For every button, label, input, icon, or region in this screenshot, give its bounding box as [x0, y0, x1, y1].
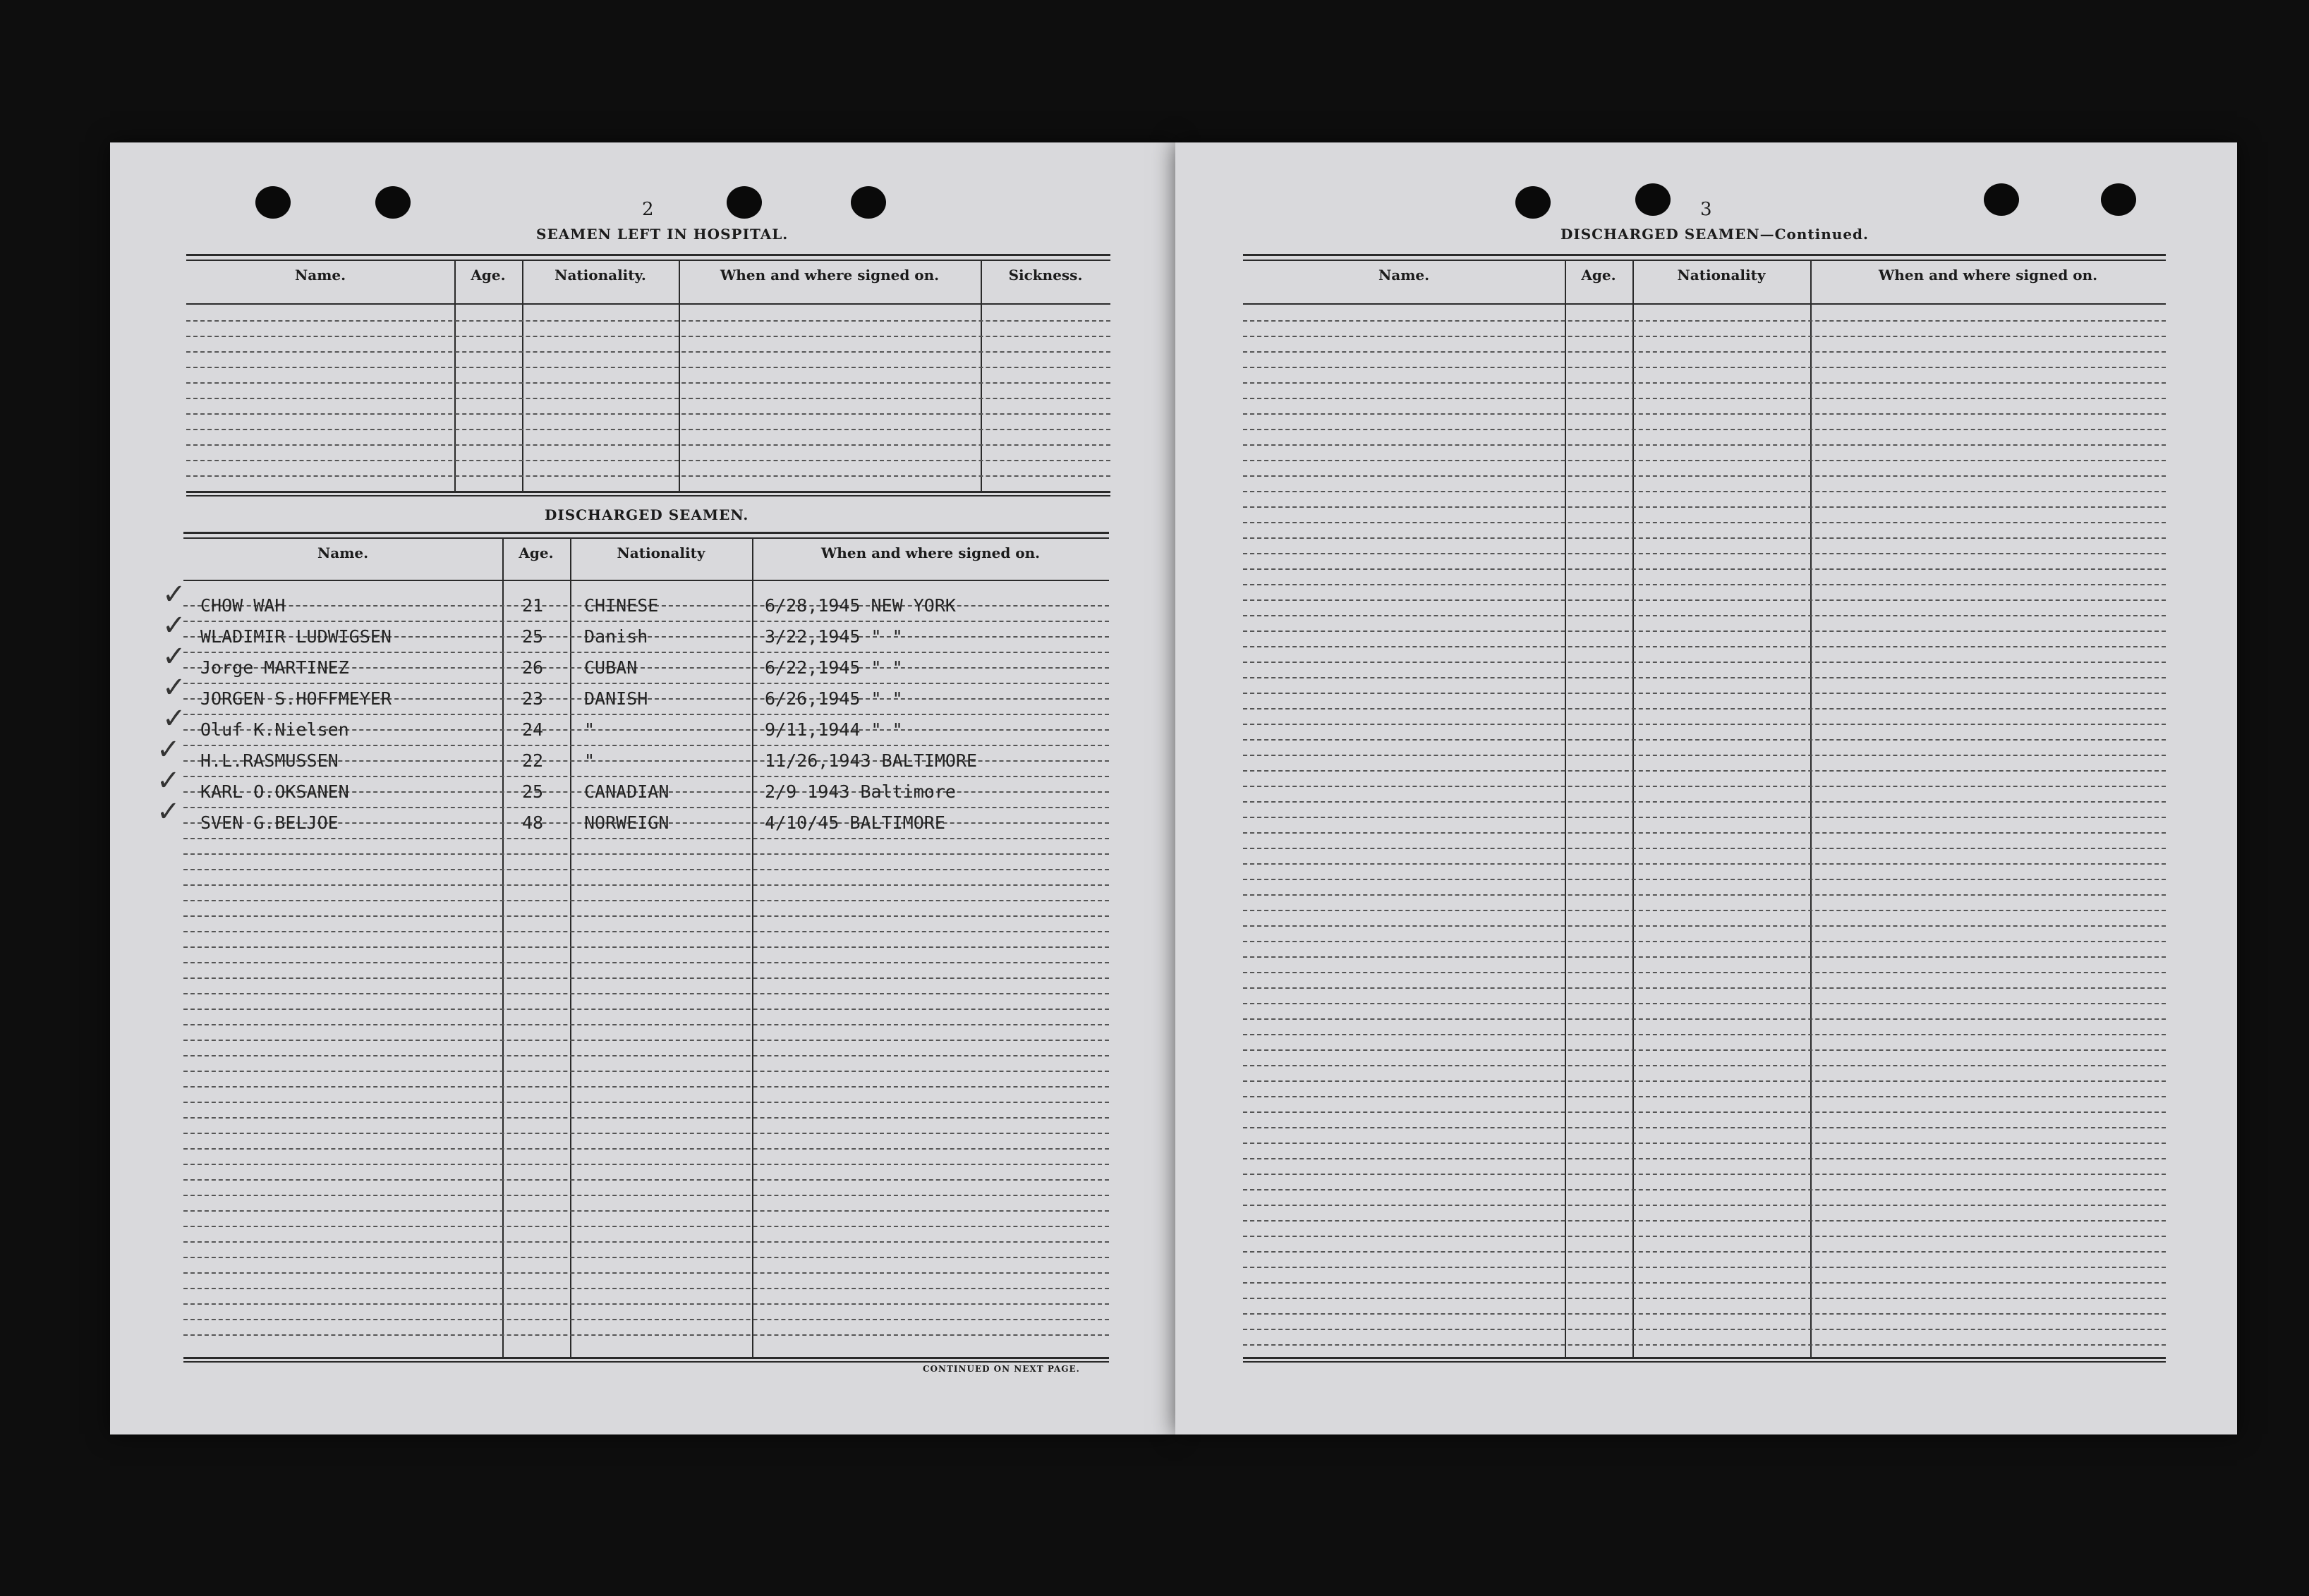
ruled-line: [1243, 1236, 2166, 1237]
ruled-line: [1243, 1251, 2166, 1253]
column-divider: [679, 260, 680, 491]
ruled-line: [183, 1009, 1109, 1010]
continued-footer: CONTINUED ON NEXT PAGE.: [923, 1364, 1080, 1374]
punch-hole-icon: [1515, 186, 1551, 219]
ruled-line: [1243, 817, 2166, 818]
ruled-line: [183, 1319, 1109, 1320]
discharged-nationality: CANADIAN: [584, 781, 669, 802]
ruled-line: [1243, 1003, 2166, 1004]
ruled-line: [1243, 336, 2166, 337]
ruled-line: [1243, 925, 2166, 927]
ruled-line: [1243, 708, 2166, 709]
discharged-name: KARL O.OKSANEN: [200, 781, 349, 802]
punch-hole-icon: [2101, 183, 2136, 216]
ruled-line: [1243, 382, 2166, 384]
discharged-age: 22: [522, 750, 544, 771]
ruled-line: [183, 915, 1109, 917]
discharged-nationality: Danish: [584, 626, 648, 647]
ruled-line: [1243, 646, 2166, 647]
checkmark-icon: ✓: [162, 671, 186, 704]
discharged-nationality: NORWEIGN: [584, 812, 669, 833]
ruled-line: [1243, 739, 2166, 741]
checkmark-icon: ✓: [162, 609, 186, 642]
ruled-line: [1243, 522, 2166, 523]
ruled-line: [183, 946, 1109, 948]
discharged-signed-on: 2/9 1943 Baltimore: [765, 781, 956, 802]
ruled-line: [183, 1257, 1109, 1258]
ruled-line: [183, 1055, 1109, 1056]
ruled-line: [1243, 1205, 2166, 1206]
table-top-rule: [186, 260, 1110, 261]
table-top-rule: [183, 532, 1109, 534]
column-divider: [1632, 260, 1634, 1357]
ruled-line: [1243, 1049, 2166, 1051]
discharged-age: 26: [522, 657, 544, 678]
discharged-name: WLADIMIR LUDWIGSEN: [200, 626, 392, 647]
ruled-line: [183, 1195, 1109, 1196]
ruled-line: [183, 1210, 1109, 1212]
checkmark-icon: ✓: [157, 796, 181, 828]
ruled-line: [183, 884, 1109, 886]
discharged-signed-on: 6/22,1945 " ": [765, 657, 903, 678]
ruled-line: [183, 1179, 1109, 1181]
ruled-line: [1243, 553, 2166, 554]
ruled-line: [1243, 1298, 2166, 1299]
ruled-line: [183, 962, 1109, 963]
ruled-line: [183, 1226, 1109, 1227]
ruled-line: [1243, 972, 2166, 973]
punch-hole-icon: [851, 186, 886, 219]
ruled-line: [1243, 1143, 2166, 1144]
discharged-signed-on: 4/10/45 BALTIMORE: [765, 812, 945, 833]
ruled-line: [1243, 1329, 2166, 1330]
discharged-age: 48: [522, 812, 544, 833]
ruled-line: [1243, 475, 2166, 477]
ruled-line: [1243, 1282, 2166, 1284]
discharged-name: JORGEN S.HOFFMEYER: [200, 688, 392, 709]
discharged-name: SVEN G.BELJOE: [200, 812, 339, 833]
ruled-line: [1243, 599, 2166, 601]
punch-hole-icon: [375, 186, 411, 219]
ruled-line: [1243, 770, 2166, 772]
right-page: [1175, 142, 2237, 1434]
column-header: Nationality: [617, 544, 705, 561]
column-header: Name.: [317, 544, 369, 561]
ruled-line: [183, 714, 1109, 715]
ruled-line: [1243, 398, 2166, 399]
ruled-line: [1243, 429, 2166, 430]
ruled-line: [1243, 956, 2166, 958]
ruled-line: [183, 1334, 1109, 1336]
column-header: When and where signed on.: [1878, 267, 2098, 284]
column-header: Nationality.: [554, 267, 646, 284]
ruled-line: [183, 1148, 1109, 1150]
ruled-line: [183, 1040, 1109, 1041]
ruled-line: [1243, 1127, 2166, 1128]
column-header: Age.: [1581, 267, 1616, 284]
discharged-signed-on: 9/11,1944 " ": [765, 719, 903, 740]
header-rule: [1243, 303, 2166, 305]
ruled-line: [183, 1303, 1109, 1305]
ruled-line: [183, 838, 1109, 839]
ruled-line: [183, 807, 1109, 808]
discharged-nationality: ": [584, 750, 595, 771]
ruled-line: [183, 1102, 1109, 1103]
ruled-line: [1243, 1111, 2166, 1113]
ruled-line: [1243, 879, 2166, 880]
ruled-line: [186, 382, 1110, 384]
column-divider: [454, 260, 456, 491]
ruled-line: [1243, 910, 2166, 911]
left-page: [110, 142, 1175, 1434]
punch-hole-icon: [1635, 183, 1671, 216]
ruled-line: [1243, 1158, 2166, 1159]
ruled-line: [1243, 1267, 2166, 1268]
column-header: Age.: [471, 267, 506, 284]
ruled-line: [1243, 894, 2166, 896]
column-header: Name.: [1378, 267, 1430, 284]
ruled-line: [1243, 537, 2166, 539]
column-header: Name.: [294, 267, 346, 284]
punch-hole-icon: [255, 186, 291, 219]
ruled-line: [183, 931, 1109, 932]
discharged-name: H.L.RASMUSSEN: [200, 750, 339, 771]
ruled-line: [1243, 631, 2166, 632]
page-number: 3: [1700, 199, 1712, 220]
ruled-line: [1243, 863, 2166, 865]
ruled-line: [1243, 568, 2166, 570]
column-header: When and where signed on.: [720, 267, 940, 284]
ruled-line: [186, 398, 1110, 399]
table-top-rule: [186, 254, 1110, 256]
discharged-name: Jorge MARTINEZ: [200, 657, 349, 678]
ruled-line: [183, 1164, 1109, 1165]
discharged-section-title: DISCHARGED SEAMEN.: [545, 506, 749, 523]
punch-hole-icon: [727, 186, 762, 219]
ruled-line: [1243, 460, 2166, 461]
checkmark-icon: ✓: [162, 640, 186, 673]
checkmark-icon: ✓: [162, 578, 186, 611]
ruled-line: [1243, 848, 2166, 849]
ruled-line: [183, 683, 1109, 684]
ruled-line: [183, 1071, 1109, 1072]
ruled-line: [1243, 1080, 2166, 1082]
ruled-line: [1243, 987, 2166, 989]
table-bottom-rule: [183, 1357, 1109, 1359]
table-bottom-rule: [183, 1361, 1109, 1363]
discharged-name: CHOW WAH: [200, 595, 286, 616]
ruled-line: [186, 413, 1110, 415]
checkmark-icon: ✓: [162, 702, 186, 735]
ruled-line: [186, 475, 1110, 477]
ruled-line: [1243, 1313, 2166, 1315]
table-top-rule: [1243, 254, 2166, 256]
ruled-line: [1243, 1189, 2166, 1190]
discharged-nationality: DANISH: [584, 688, 648, 709]
table-bottom-rule: [186, 491, 1110, 493]
ruled-line: [186, 367, 1110, 368]
ruled-line: [183, 853, 1109, 855]
ruled-line: [1243, 786, 2166, 787]
discharged-age: 25: [522, 626, 544, 647]
ruled-line: [183, 1117, 1109, 1119]
discharged-signed-on: 6/26,1945 " ": [765, 688, 903, 709]
ruled-line: [183, 1086, 1109, 1088]
discharged-signed-on: 6/28,1945 NEW YORK: [765, 595, 956, 616]
ruled-line: [186, 320, 1110, 322]
ruled-line: [1243, 367, 2166, 368]
ruled-line: [1243, 677, 2166, 678]
discharged-nationality: CHINESE: [584, 595, 659, 616]
ruled-line: [1243, 351, 2166, 353]
ruled-line: [1243, 1018, 2166, 1020]
checkmark-icon: ✓: [157, 733, 181, 766]
ruled-line: [183, 869, 1109, 870]
ruled-line: [186, 444, 1110, 446]
punch-hole-icon: [1984, 183, 2019, 216]
discharged-age: 24: [522, 719, 544, 740]
ruled-line: [1243, 1065, 2166, 1066]
discharged-age: 23: [522, 688, 544, 709]
ruled-line: [1243, 832, 2166, 834]
discharged-nationality: CUBAN: [584, 657, 638, 678]
ruled-line: [186, 351, 1110, 353]
table-top-rule: [183, 537, 1109, 539]
column-divider: [1810, 260, 1812, 1357]
ruled-line: [1243, 1096, 2166, 1097]
ruled-line: [1243, 941, 2166, 942]
ruled-line: [1243, 413, 2166, 415]
discharged-age: 21: [522, 595, 544, 616]
table-bottom-rule: [1243, 1361, 2166, 1363]
ruled-line: [186, 429, 1110, 430]
ruled-line: [1243, 491, 2166, 492]
ruled-line: [183, 1241, 1109, 1243]
column-divider: [981, 260, 982, 491]
column-header: Nationality: [1677, 267, 1766, 284]
discharged-name: Oluf K.Nielsen: [200, 719, 349, 740]
discharged-signed-on: 3/22,1945 " ": [765, 626, 903, 647]
ruled-line: [1243, 1344, 2166, 1346]
ruled-line: [1243, 506, 2166, 508]
column-header: Age.: [519, 544, 554, 561]
discharged-nationality: ": [584, 719, 595, 740]
ruled-line: [183, 1272, 1109, 1274]
ruled-line: [1243, 1220, 2166, 1222]
right-section-title: DISCHARGED SEAMEN—Continued.: [1560, 226, 1869, 243]
ruled-line: [1243, 693, 2166, 694]
discharged-signed-on: 11/26,1943 BALTIMORE: [765, 750, 978, 771]
header-rule: [186, 303, 1110, 305]
ruled-line: [1243, 724, 2166, 725]
table-bottom-rule: [186, 495, 1110, 497]
ruled-line: [183, 652, 1109, 653]
ruled-line: [186, 460, 1110, 461]
ruled-line: [183, 621, 1109, 622]
page-number: 2: [642, 199, 654, 220]
ruled-line: [1243, 1174, 2166, 1175]
discharged-age: 25: [522, 781, 544, 802]
table-bottom-rule: [1243, 1357, 2166, 1359]
checkmark-icon: ✓: [157, 765, 181, 797]
ruled-line: [1243, 755, 2166, 756]
ruled-line: [183, 1133, 1109, 1134]
ruled-line: [1243, 1034, 2166, 1035]
table-top-rule: [1243, 260, 2166, 261]
ruled-line: [183, 1024, 1109, 1025]
ruled-line: [183, 977, 1109, 979]
ruled-line: [183, 900, 1109, 901]
ruled-line: [1243, 584, 2166, 585]
ruled-line: [1243, 801, 2166, 803]
ruled-line: [1243, 662, 2166, 663]
hospital-section-title: SEAMEN LEFT IN HOSPITAL.: [536, 226, 789, 243]
ruled-line: [1243, 615, 2166, 616]
column-divider: [1565, 260, 1566, 1357]
column-header: When and where signed on.: [820, 544, 1041, 561]
ruled-line: [1243, 444, 2166, 446]
ruled-line: [1243, 320, 2166, 322]
ruled-line: [183, 776, 1109, 777]
ruled-line: [183, 1288, 1109, 1289]
ruled-line: [186, 336, 1110, 337]
ruled-line: [183, 745, 1109, 746]
header-rule: [183, 580, 1109, 581]
column-divider: [522, 260, 523, 491]
column-header: Sickness.: [1008, 267, 1083, 284]
ruled-line: [183, 993, 1109, 994]
